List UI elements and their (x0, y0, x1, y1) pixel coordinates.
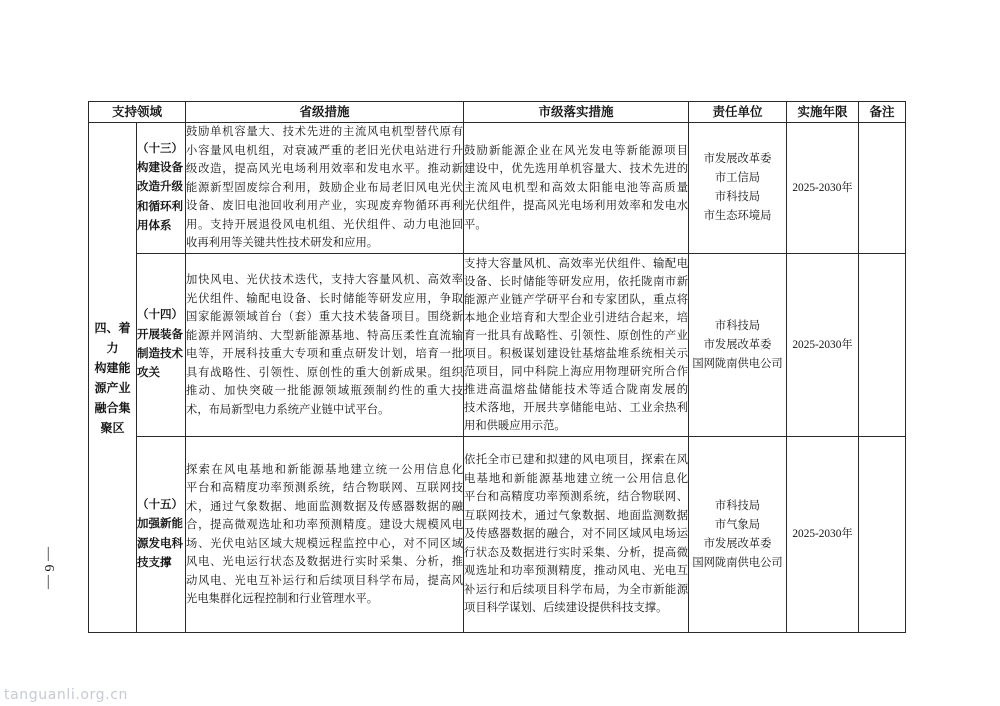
municipal-measures-cell (464, 437, 689, 633)
provincial-measures-text (186, 461, 463, 609)
responsible-unit-list (689, 497, 786, 573)
item-title-line: 用体系 (137, 219, 172, 232)
provincial-measures-text (186, 123, 463, 253)
municipal-measure-line: 依托全市已建和拟建的风电项目，探索在风 (464, 454, 689, 467)
responsible-unit: 市发展改革委 (703, 537, 772, 550)
provincial-measure-line: 光电集群化远程控制和行业管理水平。 (186, 593, 379, 605)
header-provincial-measures: 省级措施 (186, 102, 464, 123)
item-title-line: 加强新能 (137, 518, 183, 531)
municipal-measure-line: 观选址和功率预测精度，推动风电、光电互 (464, 565, 689, 578)
table-row (89, 254, 906, 437)
item-title-line: 改造升级 (137, 181, 183, 194)
group-label-line: 四、着力 (94, 320, 131, 355)
provincial-measure-line: 术，布局新型电力系统产业链中试平台。 (186, 403, 390, 416)
header-support-domain: 支持领域 (89, 102, 186, 123)
municipal-measure-line: 推进高温熔盐储能技术等适合陇南发展的 (464, 384, 689, 396)
item-title (137, 496, 185, 573)
item-title-cell (137, 123, 186, 254)
provincial-measure-line: 探索在风电基地和新能源基地建立统一公用信息化 (186, 463, 464, 476)
municipal-measure-line: 建设中，优先选用单机容量大、技术先进的 (464, 163, 689, 176)
municipal-measure-line: 育一批具有战略性、引领性、原创性的产业 (464, 330, 689, 342)
provincial-measures-cell (186, 437, 464, 633)
municipal-measure-line: 支持大容量风机、高效率光伏组件、输配电 (464, 258, 689, 270)
header-municipal-measures: 市级落实措施 (464, 102, 689, 123)
municipal-measure-line: 补运行和后续项目科学布局，为全市新能源 (464, 583, 689, 596)
provincial-measures-cell (186, 254, 464, 437)
provincial-measure-line: 鼓励单机容量大、技术先进的主流风电机型替代原有 (186, 126, 464, 139)
provincial-measure-line: 平台和高精度功率预测系统，结合物联网、互联网技 (186, 482, 464, 494)
municipal-measure-line: 能源产业链产学研平台和专家团队，重点将 (464, 294, 689, 306)
provincial-measure-line: 能源并网消纳、大型新能源基地、特高压柔性直流输 (186, 329, 464, 342)
provincial-measure-line: 推动、加快突破一批能源领域瓶颈制约性的重大技 (186, 385, 464, 397)
responsible-unit: 市科技局 (714, 499, 761, 512)
provincial-measure-line: 能源新型固废综合利用，鼓励企业布局老旧风电光伏 (186, 181, 464, 194)
item-title-cell (137, 437, 186, 633)
municipal-measure-line: 本地企业培育和大型企业引进结合起来，培 (464, 312, 689, 324)
provincial-measure-line: 小容量风电机组，对衰减严重的老旧光伏电站进行升 (186, 144, 464, 157)
provincial-measure-line: 国家能源领域首台（套）重大技术装备项目。围绕新 (186, 311, 464, 323)
responsible-unit: 市生态环境局 (703, 210, 772, 222)
group-label-line: 融合集 (94, 400, 131, 415)
group-label-line: 聚区 (100, 420, 125, 435)
item-title (137, 140, 185, 236)
item-title-line: （十四） (137, 309, 183, 322)
municipal-measure-line: 鼓励新能源企业在风光发电等新能源项目 (464, 144, 689, 157)
item-title-line: （十五） (137, 498, 183, 511)
item-title-line: 源发电科 (137, 537, 183, 550)
item-title-line: 构建设备 (137, 162, 183, 175)
group-label-line: 源产业 (94, 380, 131, 395)
remarks-cell (859, 123, 906, 254)
provincial-measure-line: 具有战略性、引领性、原创性的重大创新成果。组织 (186, 366, 464, 379)
municipal-measure-line: 范项目，同中科院上海应用物理研究所合作 (464, 366, 689, 378)
municipal-measure-line: 主流风电机型和高效太阳能电池等高质量 (464, 181, 689, 194)
responsible-unit: 市科技局 (714, 319, 761, 332)
responsible-unit-cell (689, 254, 787, 437)
municipal-measure-line: 项目科学谋划、后续建设提供科技支撑。 (464, 602, 668, 615)
item-title-line: 攻关 (137, 367, 160, 380)
municipal-measure-line: 设备、长时储能等研发应用，依托陇南市新 (464, 276, 689, 288)
provincial-measure-line: 合，提高微观选址和功率预测精度。建设大规模风电 (186, 519, 464, 531)
table-row (89, 123, 906, 254)
header-responsible-unit: 责任单位 (689, 102, 787, 123)
item-title-line: 技支撑 (137, 556, 172, 569)
municipal-measures-cell (464, 254, 689, 437)
measures-table (88, 101, 906, 633)
item-title-line: （十三） (137, 142, 183, 155)
header-implementation-period: 实施年限 (787, 102, 859, 123)
provincial-measure-line: 收再利用等关键共性技术研发和应用。 (186, 237, 379, 250)
provincial-measures-text (186, 271, 463, 419)
provincial-measure-line: 术，通过气象数据、地面监测数据及传感器数据的融 (186, 500, 464, 513)
municipal-measure-line: 用和供暖应用示范。 (464, 420, 566, 432)
municipal-measure-line: 光伏组件，提高风光电场利用效率和发电水 (464, 200, 689, 213)
provincial-measure-line: 风电、光电运行状态及数据进行实时采集、分析，推 (186, 556, 464, 568)
implementation-period-cell: 2025-2030年 (787, 123, 859, 254)
municipal-measures-cell (464, 123, 689, 254)
item-title-line: 开展装备 (137, 328, 183, 341)
responsible-unit: 市气象局 (714, 518, 761, 531)
municipal-measure-line: 行状态及数据进行实时采集、分析，提高微 (464, 546, 689, 559)
municipal-measure-line: 技术落地，开展共享储能电站、工业余热利 (464, 402, 689, 414)
table-header-row (89, 102, 906, 123)
municipal-measure-line: 平台和高精度功率预测系统，结合物联网、 (464, 491, 689, 504)
implementation-period-cell: 2025-2030年 (787, 254, 859, 437)
table-row (89, 437, 906, 633)
header-remarks: 备注 (859, 102, 906, 123)
page-number: — 6 — (41, 547, 56, 589)
item-title-line: 制造技术 (137, 348, 183, 360)
responsible-unit: 市发展改革委 (703, 338, 772, 351)
item-title (137, 306, 185, 383)
municipal-measures-text (464, 142, 688, 235)
responsible-unit: 国网陇南供电公司 (692, 357, 783, 370)
provincial-measure-line: 动风电、光电互补运行和后续项目科学布局，提高风 (186, 574, 464, 587)
municipal-measures-text (464, 255, 688, 435)
provincial-measures-cell (186, 123, 464, 254)
item-title-cell (137, 254, 186, 437)
implementation-period-cell: 2025-2030年 (787, 437, 859, 633)
provincial-measure-line: 电等，开展科技重大专项和重点研发计划，培育一批 (186, 348, 464, 360)
group-label-cell (89, 123, 137, 633)
municipal-measure-line: 平。 (464, 218, 487, 231)
municipal-measure-line: 项目。积极谋划建设钍基熔盐堆系统相关示 (464, 348, 689, 360)
municipal-measures-text (464, 451, 688, 618)
provincial-measure-line: 级改造，提高风光电场利用效率和发电水平。推动新 (186, 163, 464, 176)
responsible-unit: 市工信局 (714, 172, 761, 184)
responsible-unit-cell (689, 123, 787, 254)
remarks-cell (859, 254, 906, 437)
group-label (89, 318, 136, 438)
responsible-unit-cell (689, 437, 787, 633)
provincial-measure-line: 光伏组件、输配电设备、长时储能等研发应用，争取 (186, 292, 464, 305)
watermark: tanguanli.org.cn (4, 687, 128, 703)
responsible-unit: 市科技局 (714, 191, 761, 203)
provincial-measure-line: 场、光伏电站区域大规模远程监控中心，对不同区域 (186, 537, 464, 550)
responsible-unit: 国网陇南供电公司 (692, 556, 783, 569)
provincial-measure-line: 用。支持开展退役风电机组、光伏组件、动力电池回 (186, 218, 464, 231)
remarks-cell (859, 437, 906, 633)
responsible-unit: 市发展改革委 (703, 153, 772, 165)
responsible-unit-list (689, 150, 786, 226)
municipal-measure-line: 及传感器数据的融合，对不同区域风电场运 (464, 528, 689, 541)
item-title-line: 和循环利 (137, 200, 183, 213)
group-label-line: 构建能 (94, 360, 131, 375)
provincial-measure-line: 设备、废旧电池回收利用产业，实现废弃物循环再利 (186, 200, 464, 213)
responsible-unit-list (689, 317, 786, 374)
municipal-measure-line: 电基地和新能源基地建立统一公用信息化 (464, 472, 689, 485)
provincial-measure-line: 加快风电、光伏技术迭代，支持大容量风机、高效率 (186, 274, 464, 286)
municipal-measure-line: 互联网技术，通过气象数据、地面监测数据 (464, 509, 689, 522)
